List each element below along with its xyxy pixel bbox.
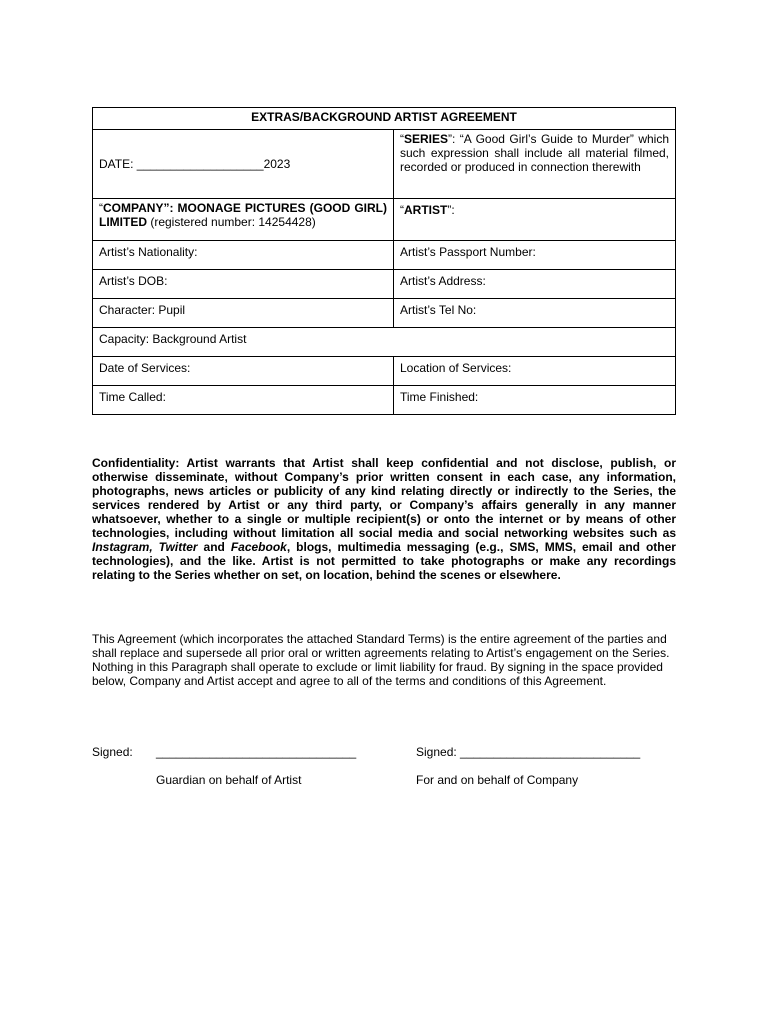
date-label: DATE: ___________________2023 <box>99 157 291 171</box>
company-signature-line[interactable]: Signed: ___________________________ <box>416 745 641 759</box>
agreement-table <box>92 107 676 415</box>
location-of-services-field[interactable]: Location of Services: <box>394 357 676 386</box>
artist-label: ARTIST <box>404 203 448 217</box>
date-of-services-field[interactable]: Date of Services: <box>93 357 394 386</box>
artist-signature-line[interactable]: ______________________________ <box>156 745 357 759</box>
company-quote: “ <box>99 201 103 215</box>
entire-agreement-clause: This Agreement (which incorporates the attached Standard Terms) is the entire agreement of the parties and shall replace and supersede all prior oral or written agreements relating to Artist’s engagement on the Series. Nothing in this Paragraph shall operate to exclude or limit liability for fraud. By signing in the space provided below, Company and Artist accept and agree to all of the terms and conditions of this Agreement. <box>92 632 670 688</box>
time-finished-field[interactable]: Time Finished: <box>394 386 676 415</box>
series-label: SERIES <box>404 132 449 146</box>
series-text: ”: “A Good Girl’s Guide to Murder” which such expression shall include all material filmed, recorded or produced in connection therewith <box>400 132 669 174</box>
company-reg: (registered number: 14254428) <box>147 215 316 229</box>
tel-field[interactable]: Artist’s Tel No: <box>394 299 676 328</box>
confidentiality-clause <box>92 456 676 582</box>
company-label: COMPANY <box>103 201 164 215</box>
company-name: ”: MOONAGE PICTURES (GOOD GIRL) LIMITED <box>99 201 387 229</box>
artist-quote-close: ”: <box>447 203 455 217</box>
time-called-field[interactable]: Time Called: <box>93 386 394 415</box>
passport-field[interactable]: Artist’s Passport Number: <box>394 241 676 270</box>
company-signature-caption: For and on behalf of Company <box>416 773 579 787</box>
instagram-twitter-text: Instagram, Twitter <box>92 540 198 554</box>
agreement-title: EXTRAS/BACKGROUND ARTIST AGREEMENT <box>93 108 676 130</box>
nationality-field[interactable]: Artist’s Nationality: <box>93 241 394 270</box>
confidentiality-text-1: Confidentiality: Artist warrants that Artist shall keep confidential and not disclose, publish, or otherwise disseminate, without Company’s prior written consent in each case, any information, photographs, news articles or publicity of any kind relating directly or indirectly to the Series, the services rendered by Artist or any third party, or Company’s affairs generally in any manner whatsoever, whether to a single or multiple recipient(s) or onto the internet or by means of other technologies, including without limitation all social media and social networking websites such as <box>92 456 676 540</box>
series-cell <box>394 130 676 199</box>
artist-field[interactable] <box>394 199 676 241</box>
capacity-field[interactable]: Capacity: Background Artist <box>93 328 676 357</box>
date-field[interactable] <box>93 130 394 199</box>
character-field[interactable]: Character: Pupil <box>93 299 394 328</box>
artist-signature-caption: Guardian on behalf of Artist <box>156 773 302 787</box>
series-quote: “ <box>400 132 404 146</box>
facebook-text: Facebook <box>230 540 287 554</box>
dob-field[interactable]: Artist’s DOB: <box>93 270 394 299</box>
artist-quote: “ <box>400 203 404 217</box>
confidentiality-text-2: , blogs, multimedia messaging (e.g., SMS, MMS, email and other technologies), and the like. Artist is not permitted to take photographs or make any recordings relating to the Series whether on set, on location, behind the scenes or elsewhere. <box>92 540 676 582</box>
artist-signed-label: Signed: <box>92 745 133 759</box>
company-cell <box>93 199 394 241</box>
address-field[interactable]: Artist’s Address: <box>394 270 676 299</box>
and-text: and <box>197 540 231 554</box>
